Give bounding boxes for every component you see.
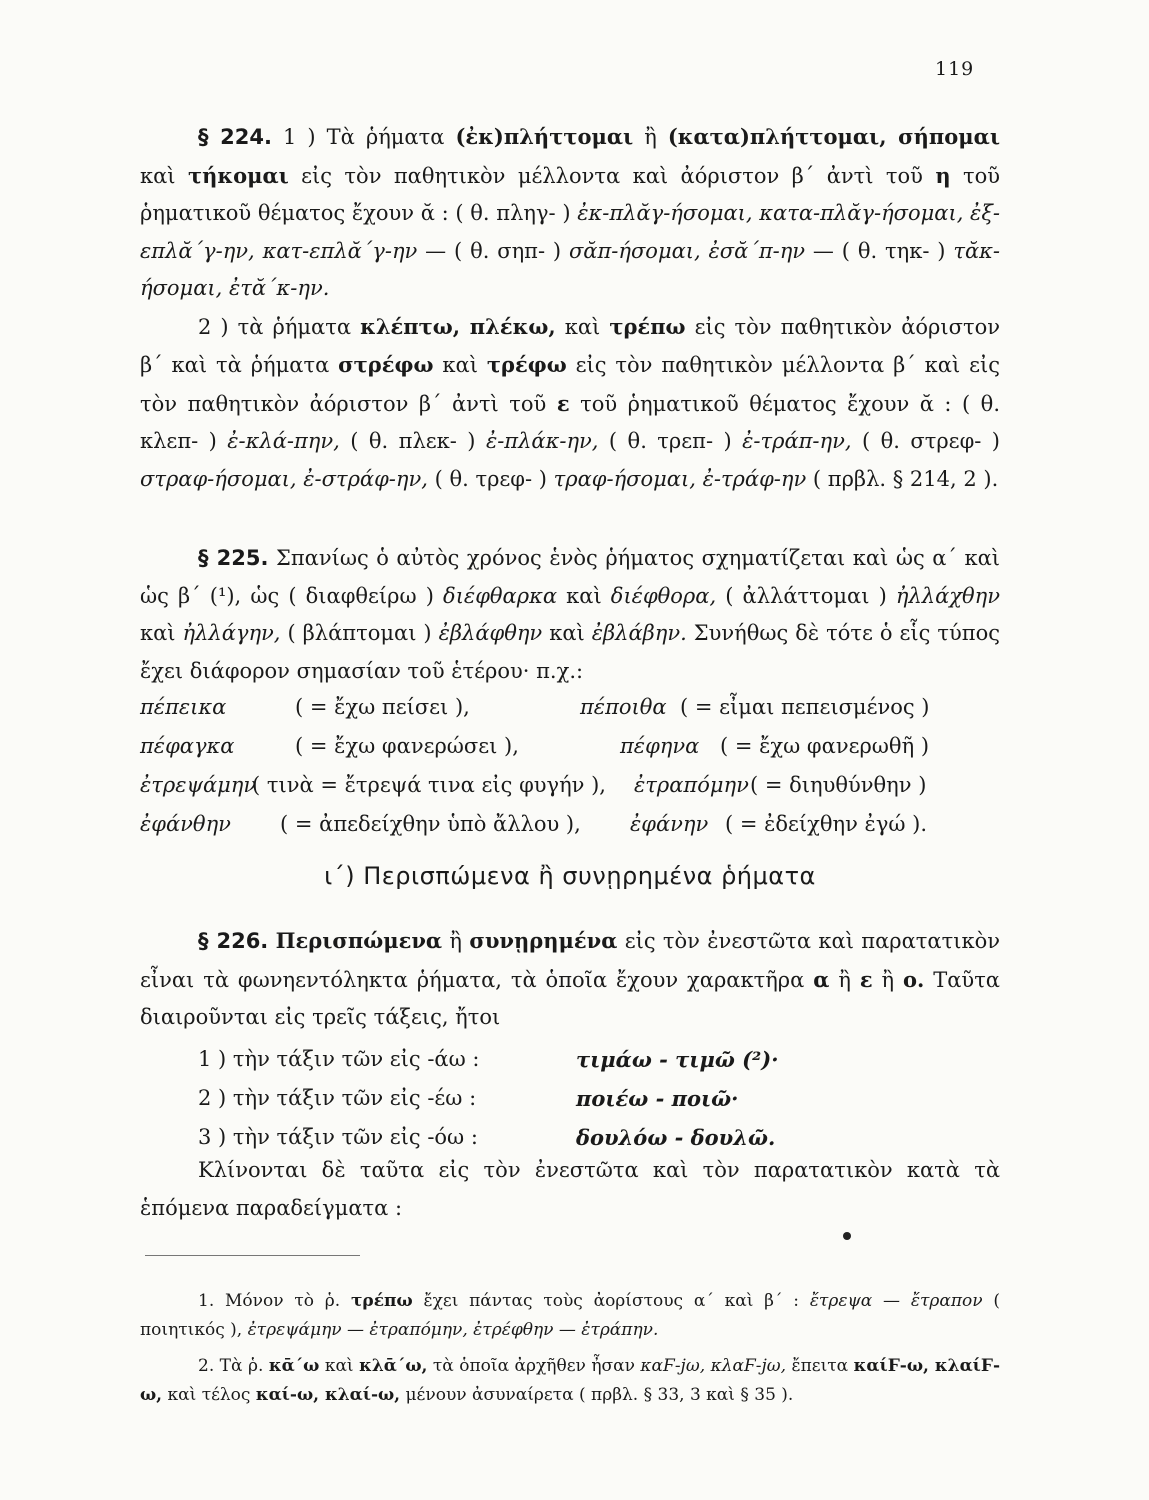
form-1: πέπεικα <box>140 695 227 719</box>
text: τοῦ ῥηματικοῦ θέματος ἔχουν ᾰ : ( θ. κλεπ- ) <box>140 391 1001 453</box>
text: ἔπειτα <box>786 1356 854 1376</box>
text: 1. Μόνον τὸ ῥ. <box>198 1291 351 1311</box>
footnote-rule <box>145 1255 360 1256</box>
italic-form: ἐ-πλάκ-ην, <box>485 429 599 453</box>
text: καὶ τέλος <box>162 1385 256 1405</box>
footnotes <box>140 1287 1000 1410</box>
bold-letter: ο. <box>903 966 925 992</box>
italic-form: σᾰπ-ήσομαι, ἐσᾰ΄π-ην <box>568 238 806 263</box>
closing-paragraph: Κλίνονται δὲ ταῦτα εἰς τὸν ἐνεστῶτα καὶ τὸν παρατατικὸν κατὰ τὰ ἑπόμενα παραδείγματα : <box>140 1158 1000 1220</box>
text: ( ποιητικός ), <box>140 1291 1001 1340</box>
text: καὶ <box>319 1356 360 1376</box>
text: 2. Τὰ ῥ. <box>198 1356 269 1376</box>
footnote-1 <box>140 1287 1000 1345</box>
page-number: 119 <box>935 58 975 80</box>
section-number: § 224. <box>198 125 272 149</box>
gloss-1: ( = ἀπεδείχθην ὑπὸ ἄλλου ), <box>280 812 581 836</box>
italic-form: τᾰκ-ήσομαι, ἐτᾰ΄κ-ην. <box>140 238 1000 300</box>
gloss-2: ( = διηυθύνθην ) <box>750 773 927 797</box>
bold-term: καί-ω, κλαί-ω, <box>255 1385 401 1405</box>
bold-term: συνῃρημένα <box>469 928 618 953</box>
comparison-row <box>140 766 1000 805</box>
gloss-1: ( = ἔχω φανερώσει ), <box>295 734 519 758</box>
text: ( βλάπτομαι ) <box>280 621 439 645</box>
text: καὶ <box>140 163 188 188</box>
gloss-1: ( = ἔχω πείσει ), <box>295 695 470 719</box>
italic-form: ἐτρεψάμην — ἐτραπόμην, ἐτρέφθην — ἐτράπην. <box>247 1320 659 1340</box>
bold-term: τρέπω <box>609 313 686 339</box>
comparison-list <box>140 688 1000 844</box>
text: ( θ. τρεφ- ) <box>427 466 554 491</box>
bold-letter: ε <box>556 390 570 416</box>
bold-term: κᾱ΄ω <box>268 1356 320 1376</box>
text: τοῦ ῥηματικοῦ θέματος ἔχουν ᾰ : ( θ. πληγ- ) <box>140 163 1001 225</box>
bold-term: τήκομαι <box>187 162 289 188</box>
italic-form: ἔτρεψα — ἔτραπον <box>809 1291 983 1311</box>
text: 1 ) Τὰ ῥήματα <box>271 125 456 149</box>
list-item <box>140 1040 1000 1079</box>
text: καὶ <box>555 314 610 339</box>
text: 2 ) τὰ ῥήματα <box>198 314 361 339</box>
text: Συνήθως δὲ τότε ὁ εἷς τύπος ἔχει διάφορον σημασίαν τοῦ ἑτέρου· π.χ.: <box>140 621 1000 683</box>
bold-term: κλᾱ΄ω, <box>359 1356 428 1376</box>
text: — ( θ. σηπ- ) <box>417 238 569 263</box>
bold-term: στρέφω <box>338 352 434 377</box>
text: εἰς τὸν ἐνεστῶτα καὶ παρατατικὸν εἶναι τὰ φωνηεντόληκτα ῥήματα, τὰ ὁποῖα ἔχουν χαρακτῆρα <box>140 929 1000 992</box>
italic-form: διέφθορα, <box>610 583 717 608</box>
footnote-2 <box>140 1352 1000 1410</box>
text: ( θ. τρεπ- ) <box>598 429 743 453</box>
bold-term: (ἐκ)πλήττομαι <box>455 124 634 149</box>
italic-form: καϜ-jω, κλαϜ-jω, <box>640 1356 787 1376</box>
form-1: ἐτρεψάμην <box>140 773 257 797</box>
section-number: § 225. <box>198 546 269 570</box>
section-224-paragraph-1 <box>140 118 1000 308</box>
italic-form: ἐβλάβην. <box>591 621 687 645</box>
bold-term: τρέφω <box>486 352 567 377</box>
gloss-2: ( = ἐδείχθην ἐγώ ). <box>725 812 928 836</box>
italic-form: ἠλλάγην, <box>182 621 281 645</box>
class-example: δουλόω - δουλῶ. <box>576 1125 776 1150</box>
section-225 <box>140 540 1000 690</box>
class-label: 1 ) τὴν τάξιν τῶν εἰς -άω : <box>198 1047 480 1071</box>
italic-form: ἐ-τράπ-ην, <box>742 429 852 453</box>
bold-letter: η <box>935 162 951 188</box>
section-224 <box>140 118 1000 498</box>
text: ἢ <box>633 125 668 149</box>
section-225-paragraph <box>140 540 1000 690</box>
italic-form: ἐκ-πλᾰγ-ήσομαι, κατα-πλᾰγ-ήσομαι, ἐξ-επλᾰ΄γ-ην, κατ-επλᾰ΄γ-ην <box>140 201 1000 263</box>
bold-term: τρέπω <box>350 1291 413 1311</box>
section-226 <box>140 922 1000 1037</box>
italic-form: ἐ-κλά-πην, <box>227 429 340 453</box>
italic-form: ἐβλάφθην <box>438 621 543 645</box>
bold-term: Περισπώμενα <box>275 928 443 953</box>
text: μένουν ἀσυναίρετα ( πρβλ. § 33, 3 καὶ § 35 ). <box>400 1385 794 1405</box>
class-example: ποιέω - ποιῶ· <box>576 1086 739 1111</box>
text: Σπανίως ὁ αὐτὸς χρόνος ἑνὸς ῥήματος σχηματίζεται καὶ ὡς α΄ καὶ ὡς β΄ (¹), ὡς ( διαφθείρω ) <box>140 546 1001 608</box>
form-2: πέφηνα <box>620 734 700 758</box>
text: Ταῦτα διαιροῦνται εἰς τρεῖς τάξεις, ἤτοι <box>140 967 1000 1029</box>
text: ἢ <box>829 967 860 992</box>
text: ( θ. στρεφ- ) <box>851 429 1000 453</box>
gloss-2: ( = εἶμαι πεπεισμένος ) <box>680 695 930 719</box>
class-label: 3 ) τὴν τάξιν τῶν εἰς -όω : <box>198 1125 478 1149</box>
text: — ( θ. τηκ- ) <box>805 238 954 263</box>
form-1: πέφαγκα <box>140 734 235 758</box>
section-number: § 226. <box>198 929 269 953</box>
italic-form: ἠλλάχθην <box>895 583 1001 608</box>
verb-class-list <box>140 1040 1000 1157</box>
text: ( θ. πλεκ- ) <box>339 429 486 453</box>
italic-form: τραφ-ήσομαι, ἐ-τράφ-ην <box>553 466 807 491</box>
text: εἰς τὸν παθητικὸν ἀόριστον β΄ καὶ τὰ ῥήματα <box>140 314 1000 377</box>
bold-term: καίϜ-ω, κλαίϜ-ω, <box>140 1356 1000 1405</box>
text: τὰ ὁποῖα ἀρχῆθεν ἦσαν <box>427 1356 641 1376</box>
text: ἔχει πάντας τοὺς ἀορίστους α΄ καὶ β΄ : <box>412 1291 810 1311</box>
section-224-paragraph-2 <box>140 308 1000 499</box>
form-2: ἐφάνην <box>630 812 709 836</box>
form-2: ἐτραπόμην <box>634 773 749 797</box>
text: ( ἀλλάττομαι ) <box>716 583 896 608</box>
gloss-2: ( = ἔχω φανερωθῆ ) <box>720 734 930 758</box>
bold-term: κλέπτω, πλέκω, <box>360 313 556 339</box>
bold-term: (κατα)πλήττομαι, σήπομαι <box>667 124 1000 149</box>
text: εἰς τὸν παθητικὸν μέλλοντα β΄ καὶ εἰς τὸν παθητικὸν ἀόριστον β΄ ἀντὶ τοῦ <box>140 353 1000 416</box>
bold-letter: α <box>813 966 830 992</box>
bold-letter: ε <box>859 966 873 992</box>
form-1: ἐφάνθην <box>140 812 231 836</box>
list-item <box>140 1079 1000 1118</box>
comparison-row <box>140 688 1000 727</box>
italic-form: διέφθαρκα <box>443 583 558 608</box>
text: ( πρβλ. § 214, 2 ). <box>806 466 999 491</box>
text: καὶ <box>557 583 611 608</box>
comparison-row <box>140 805 1000 844</box>
subsection-heading: ι΄) Περισπώμενα ἢ συνῃρημένα ῥήματα <box>324 862 816 890</box>
comparison-row <box>140 727 1000 766</box>
ink-dot <box>843 1232 851 1240</box>
text: καὶ <box>542 621 592 645</box>
italic-form: στραφ-ήσομαι, ἐ-στράφ-ην, <box>140 466 428 491</box>
text: εἰς τὸν παθητικὸν μέλλοντα καὶ ἀόριστον β΄ ἀντὶ τοῦ <box>288 163 936 188</box>
text: ἢ <box>442 929 470 953</box>
section-226-paragraph <box>140 922 1000 1037</box>
closing-paragraph-block <box>140 1152 1000 1227</box>
form-2: πέποιθα <box>580 695 667 719</box>
text: ἢ <box>872 967 903 992</box>
class-label: 2 ) τὴν τάξιν τῶν εἰς -έω : <box>198 1086 477 1110</box>
text: καὶ <box>433 353 487 377</box>
text: καὶ <box>140 621 183 645</box>
gloss-1: ( τινὰ = ἔτρεψά τινα εἰς φυγήν ), <box>252 773 606 797</box>
class-example: τιμάω - τιμῶ (²)· <box>576 1047 779 1072</box>
